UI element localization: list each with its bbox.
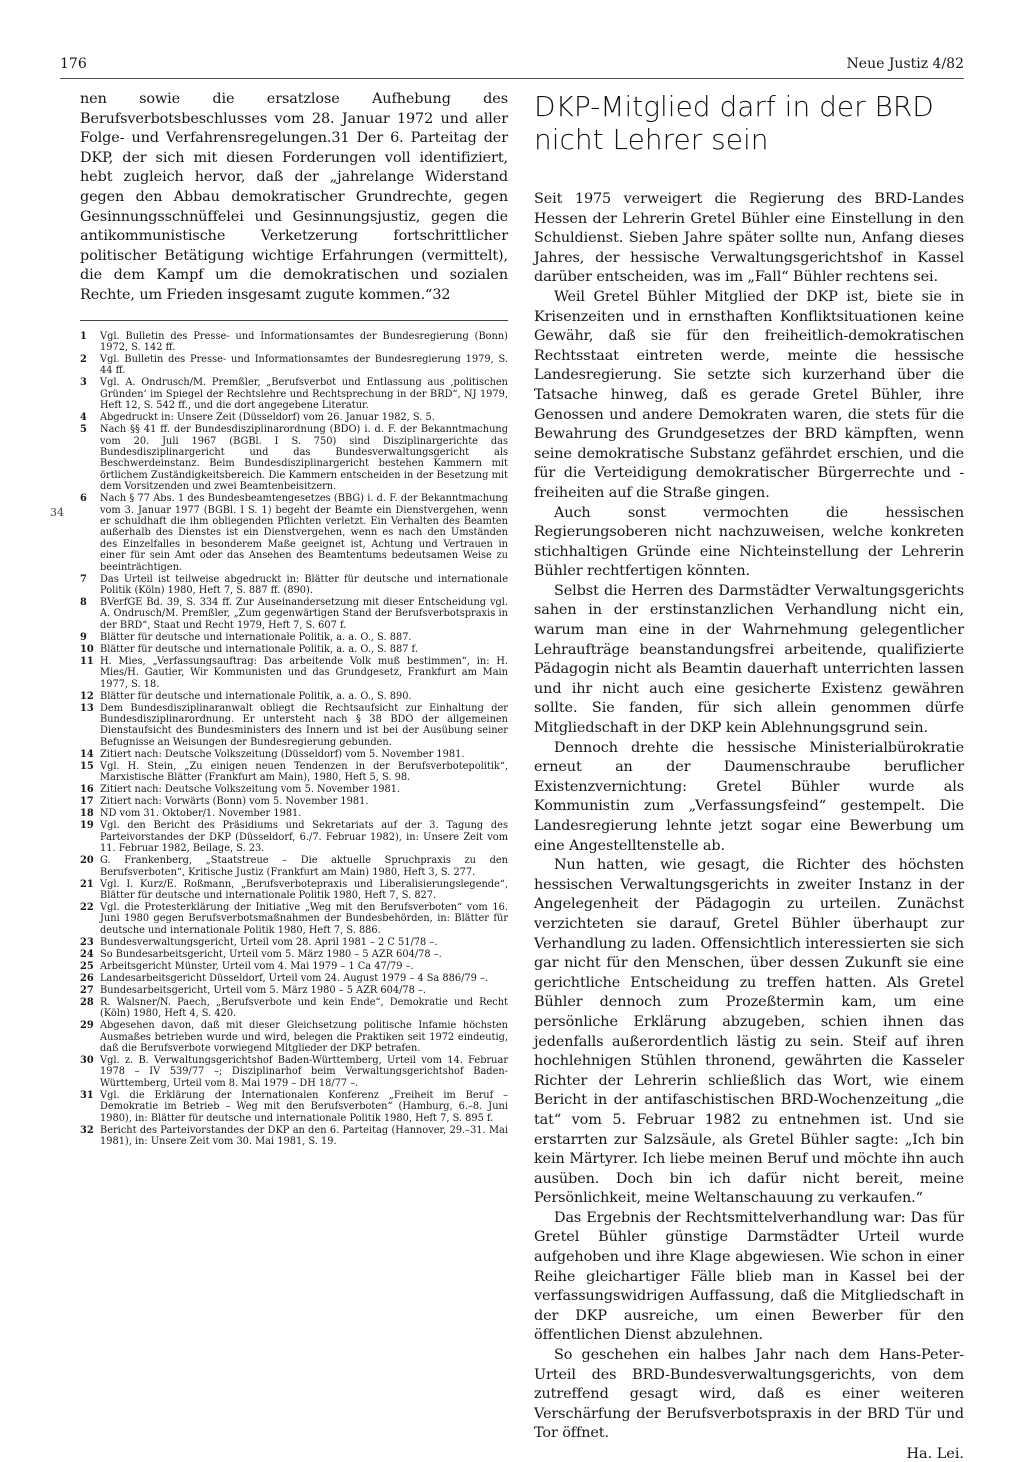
article-paragraph: Seit 1975 verweigert die Regierung des BRD-Landes Hessen der Lehrerin Gretel Bühler eine Einstellung in den Schuldienst. Sieben Jahre später sollte nun, Anfang dieses Jahres, der hessische Verwaltungsgerichtshof in Kassel darüber entscheiden, was im „Fall“ Bühler rechtens sei. xyxy=(534,191,964,286)
footnote-number: 1 xyxy=(80,330,87,342)
footnote-text: So Bundesarbeitsgericht, Urteil vom 5. März 1980 – 5 AZR 604/78 –. xyxy=(100,948,442,960)
header-rule xyxy=(60,78,964,79)
article-paragraph: Dennoch drehte die hessische Ministerialbürokratie erneut an der Daumenschraube beruflicher Existenzvernichtung: Gretel Bühler wurde als Kommunistin zum „Verfassungsfeind“ gestempelt. Die Landesregierung lehnte jetzt sogar eine Bewerbung um eine Angestelltenstelle ab. xyxy=(534,739,964,854)
footnote-number: 6 xyxy=(80,493,87,505)
footnote xyxy=(80,574,508,597)
right-column xyxy=(534,90,964,1462)
footnote-text: Vgl. H. Stein, „Zu einigen neuen Tendenzen in der Berufsverbotepolitik“, Marxistische Blätter (Frankfurt am Main), 1980, Heft 5, S. 98. xyxy=(100,760,508,784)
footnote-number: 5 xyxy=(80,424,87,436)
article-body xyxy=(534,190,964,1444)
footnote-text: Landesarbeitsgericht Düsseldorf, Urteil vom 24. August 1979 – 4 Sa 886/79 –. xyxy=(100,972,488,984)
footnote-number: 2 xyxy=(80,353,87,365)
footnote xyxy=(80,354,508,377)
article-paragraph: Weil Gretel Bühler Mitglied der DKP ist, biete sie in Krisenzeiten und in ernsthaften Konfliktsituationen keine Gewähr, daß sie für den freiheitlich-demokratischen Rechtsstaat eintreten werde, meinte die hessische Landesregierung. Sie setzte sich kurzerhand über die Tatsache hinweg, daß es gerade Gretel Bühler, ihre Genossen und andere Demokraten waren, die stets für die Bewahrung des Grundgesetzes der BRD kämpften, wenn seine demokratische Substanz gefährdet erschien, und die für die Verteidigung demokratischer Bürgerrechte und -freiheiten auf die Straße gingen. xyxy=(534,288,964,501)
footnote-number: 17 xyxy=(80,796,94,808)
footnote xyxy=(80,412,508,423)
footnote-number: 28 xyxy=(80,996,94,1008)
page-number: 176 xyxy=(60,56,87,72)
footnotes-list xyxy=(80,331,508,1148)
footnote-text: Vgl. den Bericht des Präsidiums und Sekretariats auf der 3. Tagung des Parteivorstandes der DKP (Düsseldorf, 6./7. Februar 1982), in: Unsere Zeit vom 11. Februar 1982, Beilage, S. 23. xyxy=(100,820,508,855)
article-title xyxy=(534,90,964,156)
left-column xyxy=(80,90,508,1148)
title-line-1: DKP-Mitglied darf in der BRD xyxy=(534,90,934,123)
footnote xyxy=(80,1055,508,1089)
footnote-text: Nach §§ 41 ff. der Bundesdisziplinarordnung (BDO) i. d. F. der Bekanntmachung vom 20. Juli 1967 (BGBl. I S. 750) sind Disziplinargerichte das Bundesdisziplinargericht und das Bundesverwaltungsgericht als Beschwerdeinstanz. Beim Bundesdisziplinargericht bestehen Kammern mit örtlichem Zuständigkeitsbereich. Die Kammern entscheiden in der Besetzung mit dem Vorsitzenden und zwei Beamtenbeisitzern. xyxy=(100,424,508,493)
footnote-text: Zitiert nach: Deutsche Volkszeitung vom 5. November 1981. xyxy=(100,784,401,796)
footnote-text: Das Urteil ist teilweise abgedruckt in: Blätter für deutsche und internationale Politik (Köln) 1980, Heft 7, S. 887 ff. (890). xyxy=(100,573,508,597)
footnote-number: 10 xyxy=(80,643,94,655)
footnote-number: 14 xyxy=(80,748,94,760)
footnote-number: 25 xyxy=(80,960,94,972)
footnote-number: 4 xyxy=(80,412,87,424)
footnote xyxy=(80,808,508,819)
footnote-text: H. Mies, „Verfassungsauftrag: Das arbeitende Volk muß bestimmen“, in: H. Mies/H. Gautier, Wir Kommunisten und das Grundgesetz, Frankfurt am Main 1977, S. 18. xyxy=(100,655,508,690)
footnote xyxy=(80,820,508,854)
footnote-number: 30 xyxy=(80,1054,94,1066)
footnote-text: Bundesverwaltungsgericht, Urteil vom 28. April 1981 – 2 C 51/78 –. xyxy=(100,936,438,948)
footnote xyxy=(80,632,508,643)
footnote-text: Zitiert nach: Deutsche Volkszeitung (Düsseldorf) vom 5. November 1981. xyxy=(100,748,465,760)
title-line-2: nicht Lehrer sein xyxy=(534,123,769,156)
footnote-text: Bericht des Parteivorstandes der DKP an den 6. Parteitag (Hannover, 29.–31. Mai 1981), in: Unsere Zeit vom 30. Mai 1981, S. 19. xyxy=(100,1124,508,1147)
footnote-text: Vgl. A. Ondrusch/M. Premßler, „Berufsverbot und Entlassung aus ‚politischen Gründen‘ im Spiegel der Rechtslehre und Rechtsprechung in der BRD“, NJ 1979, Heft 12, S. 542 ff., und die dort angegebene Literatur. xyxy=(100,377,508,412)
continued-paragraph: nen sowie die ersatzlose Aufhebung des Berufsverbotsbeschlusses vom 28. Januar 1972 und aller Folge- und Verfahrensregelungen.31 Der 6. Parteitag der DKP, der sich mit diesen Forderungen voll identifiziert, hebt zugleich hervor, daß der „jahrelange Widerstand gegen den Abbau demokratischer Grundrechte, gegen Gesinnungsschnüffelei und Gesinnungsjustiz, gegen die antikommunistische Verketzerung fortschrittlicher politischer Betätigung wichtige Erfahrungen (vermittelt), die dem Kampf um die demokratischen und sozialen Rechte, um Frieden insgesamt zugute kommen.“32 xyxy=(80,91,508,303)
footnote xyxy=(80,749,508,760)
footnote xyxy=(80,597,508,631)
footnote-text: Zitiert nach: Vorwärts (Bonn) vom 5. November 1981. xyxy=(100,796,369,808)
footnote xyxy=(80,1125,508,1148)
footnote-number: 15 xyxy=(80,760,94,772)
footnote xyxy=(80,879,508,902)
footnote-text: Blätter für deutsche und internationale Politik, a. a. O., S. 887. xyxy=(100,631,412,643)
footnote-number: 32 xyxy=(80,1124,94,1136)
author-signature: Ha. Lei. xyxy=(906,1446,964,1462)
footnote xyxy=(80,855,508,878)
footnote xyxy=(80,997,508,1020)
footnote-text: ND vom 31. Oktober/1. November 1981. xyxy=(100,808,302,820)
margin-mark: 34 xyxy=(50,506,64,519)
footnote xyxy=(80,784,508,795)
footnote xyxy=(80,644,508,655)
footnote xyxy=(80,902,508,936)
footnote-number: 16 xyxy=(80,784,94,796)
footnote xyxy=(80,937,508,948)
footnote-number: 23 xyxy=(80,936,94,948)
footnote xyxy=(80,1020,508,1054)
footnote xyxy=(80,961,508,972)
footnote-number: 19 xyxy=(80,820,94,832)
footnote xyxy=(80,796,508,807)
footnote xyxy=(80,1090,508,1124)
footnote-text: Vgl. z. B. Verwaltungsgerichtshof Baden-Württemberg, Urteil vom 14. Februar 1978 – IV 539/77 –; Disziplinarhof beim Verwaltungsgerichtshof Baden-Württemberg, Urteil vom 8. Mai 1979 – DH 18/77 –. xyxy=(100,1054,508,1089)
article-paragraph: Das Ergebnis der Rechtsmittelverhandlung war: Das für Gretel Bühler günstige Darmstädter Urteil wurde aufgehoben und ihre Klage abgewiesen. Wie schon in einer Reihe gleichartiger Fälle blieb man in Kassel bei der verfassungswidrigen Auffassung, daß die Mitgliedschaft in der DKP ausreiche, um einen Bewerber für den öffentlichen Dienst abzulehnen. xyxy=(534,1209,964,1344)
footnote xyxy=(80,985,508,996)
footnote-text: Nach § 77 Abs. 1 des Bundesbeamtengesetzes (BBG) i. d. F. der Bekanntmachung vom 3. Januar 1977 (BGBl. I S. 1) begeht der Beamte ein Dienstvergehen, wenn er schuldhaft die ihm obliegenden Pflichten verletzt. Ein Verhalten des Beamten außerhalb des Dienstes ist ein Dienstvergehen, wenn es nach den Umständen des Einzelfalles in besonderem Maße geeignet ist, Achtung und Vertrauen in einer für sein Amt oder das Ansehen des Beamtentums bedeutsamen Weise zu beeinträchtigen. xyxy=(100,493,508,573)
footnote xyxy=(80,703,508,749)
footnote xyxy=(80,424,508,492)
journal-issue: Neue Justiz 4/82 xyxy=(846,56,964,72)
footnote-text: BVerfGE Bd. 39, S. 334 ff. Zur Auseinandersetzung mit dieser Entscheidung vgl. A. Ondrusch/M. Premßler, „Zum gegenwärtigen Stand der Berufsverbotspraxis in der BRD“, Staat und Recht 1979, Heft 7, S. 607 f. xyxy=(100,597,508,631)
footnote-text: Bundesarbeitsgericht, Urteil vom 5. März 1980 – 5 AZR 604/78 –. xyxy=(100,984,427,996)
footnote-number: 13 xyxy=(80,702,94,714)
footnote xyxy=(80,656,508,690)
footnote-text: Abgedruckt in: Unsere Zeit (Düsseldorf) vom 26. Januar 1982, S. 5. xyxy=(100,412,435,424)
footnote-text: Dem Bundesdisziplinaranwalt obliegt die Rechtsaufsicht zur Einhaltung der Bundesdisziplinarordnung. Er untersteht nach § 38 BDO der allgemeinen Dienstaufsicht des Bundesministers des Innern und ist bei der Ausübung seiner Befugnisse an Weisungen der Bundesregierung gebunden. xyxy=(100,702,508,748)
footnote xyxy=(80,691,508,702)
footnote-text: Vgl. I. Kurz/E. Roßmann, „Berufsverbotepraxis und Liberalisierungslegende“, Blätter für deutsche und internationale Politik 1980, Heft 7, S. 827. xyxy=(100,878,508,901)
footnote xyxy=(80,493,508,573)
page-header xyxy=(60,56,964,78)
footnote xyxy=(80,949,508,960)
footnote-separator xyxy=(80,320,508,321)
footnote-number: 22 xyxy=(80,901,94,913)
footnote-number: 12 xyxy=(80,690,94,702)
article-paragraph: Auch sonst vermochten die hessischen Regierungsoberen nicht nachzuweisen, welche konkreten stichhaltigen Gründe eine Nichteinstellung der Lehrerin Bühler rechtfertigen könnten. xyxy=(534,504,964,580)
footnote-number: 18 xyxy=(80,808,94,820)
footnote-number: 26 xyxy=(80,972,94,984)
footnote-number: 7 xyxy=(80,573,87,585)
footnote-text: Vgl. Bulletin des Presse- und Informationsamtes der Bundesregierung (Bonn) 1972, S. 142 ff. xyxy=(100,330,508,353)
footnote-text: R. Walsner/N. Paech, „Berufsverbote und kein Ende“, Demokratie und Recht (Köln) 1980, Heft 4, S. 420. xyxy=(100,996,508,1020)
footnote-number: 31 xyxy=(80,1089,94,1101)
footnote-text: Abgesehen davon, daß mit dieser Gleichsetzung politische Infamie höchsten Ausmaßes betrieben wurde und wird, belegen die Praktiken seit 1972 eindeutig, daß die Berufsverbote vorwiegend Mitglieder der DKP betrafen. xyxy=(100,1020,508,1054)
footnote-text: Vgl. Bulletin des Presse- und Informationsamtes der Bundesregierung 1979, S. 44 ff. xyxy=(100,353,508,377)
article-paragraph: Nun hatten, wie gesagt, die Richter des höchsten hessischen Verwaltungsgerichts in zweiter Instanz in der Angelegenheit der Pädagogin zu urteilen. Zunächst verzichteten sie darauf, Gretel Bühler überhaupt zur Verhandlung zu laden. Offensichtlich interessierten sie sich gar nicht für den Menschen, über dessen Zukunft sie eine gerichtliche Entscheidung zu treffen hatten. Als Gretel Bühler dennoch zum Prozeßtermin kam, um eine persönliche Erklärung abzugeben, schien ihnen das jedenfalls außerordentlich lästig zu sein. Steif auf ihren hochlehnigen Stühlen thronend, gewährten die Kasseler Richter der Lehrerin schließlich das Wort, wie einem Bericht in der antifaschistischen BRD-Wochenzeitung „die tat“ vom 5. Februar 1982 zu entnehmen ist. Und sie erstarrten zur Salzsäule, als Gretel Bühler sagte: „Ich bin kein Märtyrer. Ich liebe meinen Beruf und möchte ihn auch ausüben. Doch bin ich dafür nicht bereit, meine Persönlichkeit, meine Weltanschauung zu verkaufen.“ xyxy=(534,857,964,1207)
footnote-text: Blätter für deutsche und internationale Politik, a. a. O., S. 887 f. xyxy=(100,643,418,655)
footnote xyxy=(80,761,508,784)
footnote xyxy=(80,973,508,984)
article-paragraph: Selbst die Herren des Darmstädter Verwaltungsgerichts sahen in der erstinstanzlichen Verhandlung nicht ein, warum man eine in der Wahrnehmung gelegentlicher Lehraufträge beanstandungsfrei arbeitende, qualifizierte Pädagogin nicht als Beamtin dauerhaft unterrichten lassen und ihr nicht auch eine gesicherte Existenz gewähren sollte. Sie fanden, für sich allein genommen dürfe Mitgliedschaft in der DKP kein Ablehnungsgrund sein. xyxy=(534,582,964,737)
footnote-text: Blätter für deutsche und internationale Politik, a. a. O., S. 890. xyxy=(100,690,412,702)
footnote-number: 29 xyxy=(80,1020,94,1032)
footnote-number: 27 xyxy=(80,984,94,996)
footnote-number: 9 xyxy=(80,631,87,643)
footnote xyxy=(80,377,508,411)
footnote-text: Vgl. die Erklärung der Internationalen Konferenz „Freiheit im Beruf – Demokratie im Betrieb – Weg mit den Berufsverboten“ (Hamburg, 6.–8. Juni 1980), in: Blätter für deutsche und internationale Politik 1980, Heft 7, S. 895 f. xyxy=(100,1089,508,1124)
footnote-text: G. Frankenberg, „Staatstreue – Die aktuelle Spruchpraxis zu den Berufsverboten“, Kritische Justiz (Frankfurt am Main) 1980, Heft 3, S. 277. xyxy=(100,855,508,878)
footnote-number: 21 xyxy=(80,878,94,890)
footnote xyxy=(80,331,508,354)
footnote-number: 8 xyxy=(80,597,87,609)
footnote-number: 20 xyxy=(80,855,94,867)
article-paragraph: So geschehen ein halbes Jahr nach dem Hans-Peter-Urteil des BRD-Bundesverwaltungsgerichts, von dem zutreffend gesagt wird, daß es einer weiteren Verschärfung der Berufsverbotspraxis in der BRD Tür und Tor öffnet. xyxy=(534,1347,964,1442)
footnote-number: 24 xyxy=(80,948,94,960)
footnote-number: 11 xyxy=(80,655,94,667)
footnote-number: 3 xyxy=(80,377,87,389)
footnote-text: Vgl. die Protesterklärung der Initiative „Weg mit den Berufsverboten“ vom 16. Juni 1980 gegen Berufsverbotsmaßnahmen der Bundesbehörden, in: Blätter für deutsche und internationale Politik 1980, Heft 7, S. 886. xyxy=(100,901,508,936)
footnote-text: Arbeitsgericht Münster, Urteil vom 4. Mai 1979 – 1 Ca 47/79 –. xyxy=(100,960,414,972)
